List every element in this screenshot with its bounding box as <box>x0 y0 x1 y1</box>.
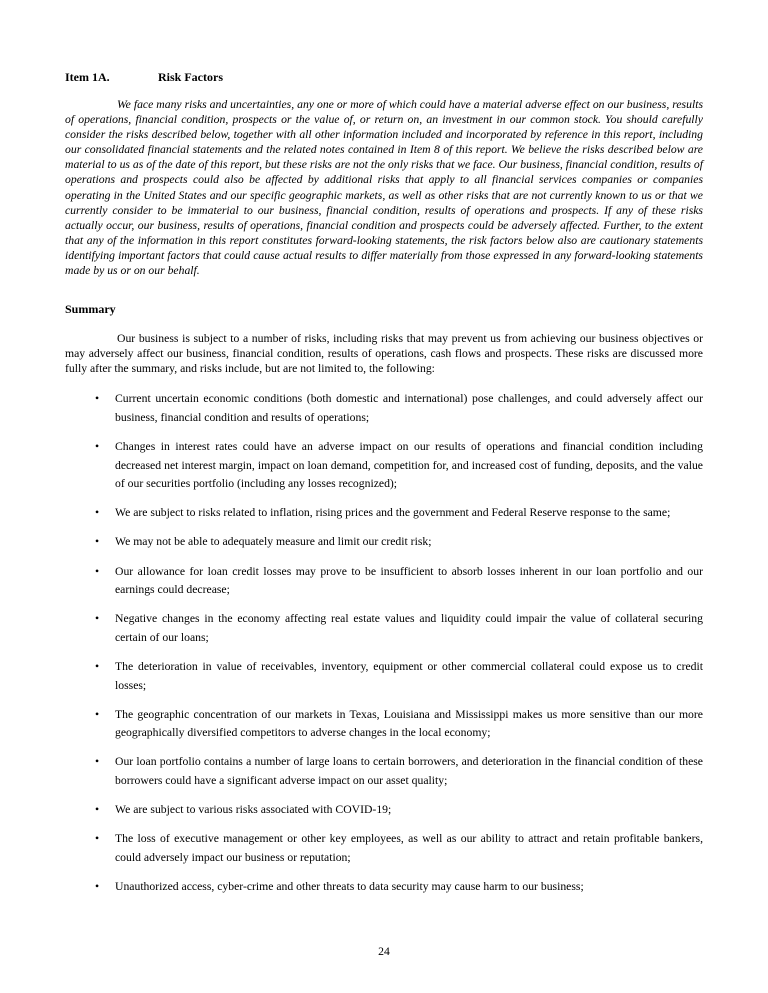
risk-bullet-item <box>65 878 703 897</box>
bullet-icon: • <box>95 803 100 816</box>
bullet-text: We are subject to various risks associated with COVID-19; <box>115 803 392 816</box>
bullet-text: Our loan portfolio contains a number of large loans to certain borrowers, and deterioration in the financial condition of these borrowers could have a significant adverse impact on our asset quality; <box>115 755 703 787</box>
risk-bullet-item <box>65 390 703 427</box>
bullet-icon: • <box>95 755 100 769</box>
bullet-icon: • <box>95 440 100 454</box>
bullet-text: Changes in interest rates could have an adverse impact on our results of operations and financial condition including decreased net interest margin, impact on loan demand, competition for, and increased cost of funding, deposits, and the value of our securities portfolio (including any losses recognized); <box>115 440 703 491</box>
page-number: 24 <box>378 945 390 958</box>
risk-bullet-item <box>65 706 703 743</box>
risk-bullet-item <box>65 830 703 867</box>
risk-bullet-item <box>65 563 703 600</box>
risk-bullet-item <box>65 438 703 494</box>
bullet-text: We are subject to risks related to inflation, rising prices and the government and Federal Reserve response to the same; <box>115 506 671 520</box>
section-title: Risk Factors <box>158 70 223 84</box>
bullet-icon: • <box>95 879 100 893</box>
bullet-icon: • <box>95 612 100 626</box>
risk-bullet-item <box>65 658 703 695</box>
risk-bullet-item <box>65 610 703 647</box>
section-heading <box>65 70 703 84</box>
bullet-text: Negative changes in the economy affecting real estate values and liquidity could impair the value of collateral securing certain of our loans; <box>115 612 703 644</box>
risk-bullet-item <box>65 533 703 552</box>
bullet-icon: • <box>95 707 100 721</box>
risk-bullet-item <box>65 801 703 820</box>
item-number-label: Item 1A. <box>65 70 110 84</box>
bullet-text: The geographic concentration of our markets in Texas, Louisiana and Mississippi makes us more sensitive than our more geographically diversified competitors to adverse changes in the local economy; <box>115 707 703 740</box>
bullet-icon: • <box>95 392 100 406</box>
bullet-text: Unauthorized access, cyber-crime and other threats to data security may cause harm to our business; <box>115 879 584 893</box>
bullet-icon: • <box>95 564 100 578</box>
bullet-text: The deterioration in value of receivables, inventory, equipment or other commercial collateral could expose us to credit losses; <box>115 659 703 692</box>
risk-bullet-list <box>65 390 703 896</box>
summary-paragraph: Our business is subject to a number of risks, including risks that may prevent us from achieving our business objectives or may adversely affect our business, financial condition, results of operations, cash flows and prospects. These risks are discussed more fully after the summary, and risks include, but are not limited to, the following: <box>65 332 703 376</box>
bullet-text: Current uncertain economic conditions (both domestic and international) pose challenges, and could adversely affect our business, financial condition and results of operations; <box>115 392 703 424</box>
summary-heading: Summary <box>65 302 116 317</box>
bullet-icon: • <box>95 832 100 846</box>
bullet-icon: • <box>95 659 100 673</box>
risk-bullet-item <box>65 504 703 523</box>
intro-paragraph: We face many risks and uncertainties, any one or more of which could have a material adverse effect on our business, results of operations, financial condition, prospects or the value of, or return on, an investment in our common stock. You should carefully consider the risks described below, together with all other information included and incorporated by reference in this report, including our consolidated financial statements and the related notes contained in Item 8 of this report. We believe the risks described below are material to us as of the date of this report, but these risks are not the only risks that we face. Our business, financial condition, results of operations and prospects could also be affected by additional risks that apply to all financial services companies or companies operating in the United States and our specific geographic markets, as well as other risks that are not currently known to us or that we currently consider to be immaterial to our business, financial condition, results of operations and prospects. If any of these risks actually occur, our business, results of operations, financial condition and prospects could be adversely affected. Further, to the extent that any of the information in this report constitutes forward-looking statements, the risk factors below also are cautionary statements identifying important factors that could cause actual results to differ materially from those expressed in any forward-looking statements made by us or on our behalf. <box>65 98 703 278</box>
bullet-icon: • <box>95 535 100 549</box>
risk-bullet-item <box>65 753 703 790</box>
bullet-text: The loss of executive management or other key employees, as well as our ability to attract and retain profitable bankers, could adversely impact our business or reputation; <box>115 832 703 864</box>
bullet-text: We may not be able to adequately measure and limit our credit risk; <box>115 535 432 549</box>
bullet-icon: • <box>95 506 100 520</box>
bullet-text: Our allowance for loan credit losses may prove to be insufficient to absorb losses inherent in our loan portfolio and our earnings could decrease; <box>115 564 703 597</box>
